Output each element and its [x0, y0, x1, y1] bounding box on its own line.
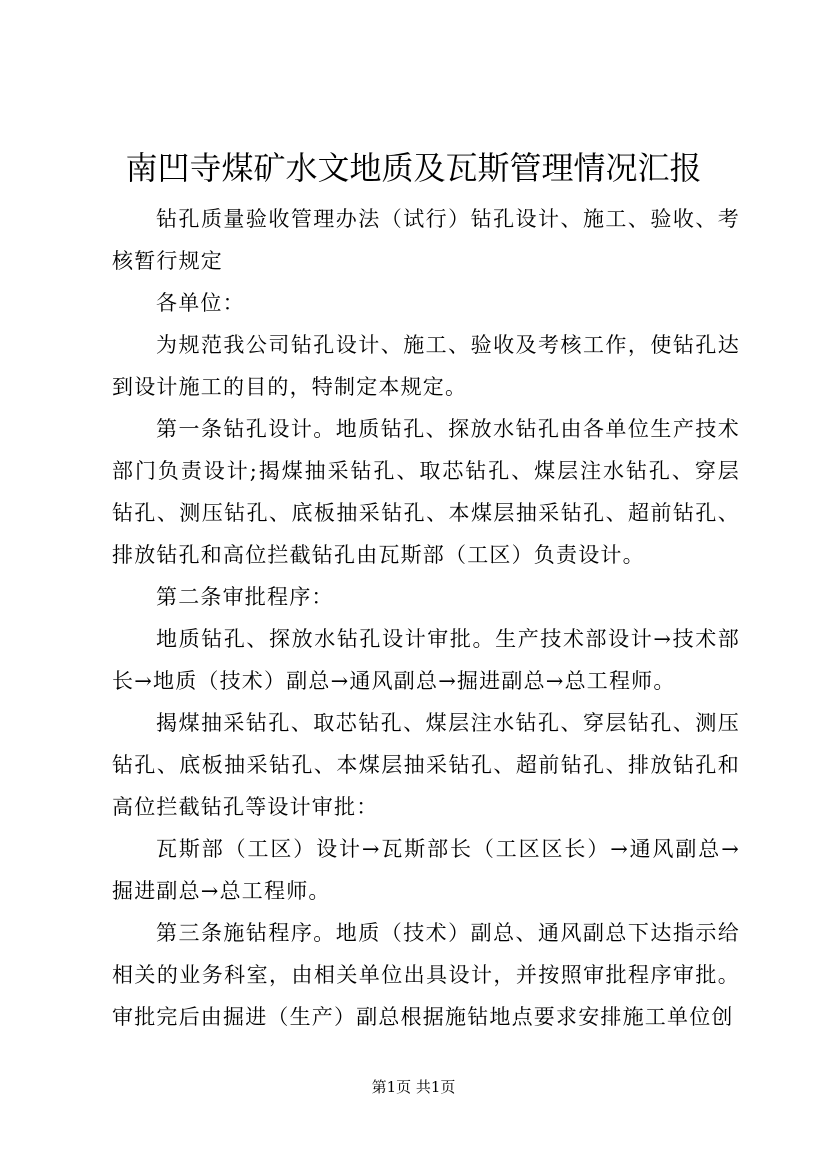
paragraph-9: 第三条施钻程序。地质（技术）副总、通风副总下达指示给相关的业务科室，由相关单位出具设计，并按照审批程序审批。审批完后由掘进（生产）副总根据施钻地点要求安排施工单位创	[112, 921, 740, 1029]
page-footer: 第1页 共1页	[371, 1078, 456, 1096]
paragraph-3: 为规范我公司钻孔设计、施工、验收及考核工作，使钻孔达到设计施工的目的，特制定本规定。	[112, 333, 740, 399]
paragraph-2: 各单位：	[156, 291, 245, 315]
document-body	[112, 198, 740, 1038]
document-title: 南凹寺煤矿水文地质及瓦斯管理情况汇报	[125, 149, 702, 187]
paragraph-5: 第二条审批程序：	[156, 585, 334, 609]
paragraph-1: 钻孔质量验收管理办法（试行）钻孔设计、施工、验收、考核暂行规定	[112, 207, 740, 273]
paragraph-6: 地质钻孔、探放水钻孔设计审批。生产技术部设计→技术部长→地质（技术）副总→通风副总→掘进副总→总工程师。	[112, 627, 740, 693]
paragraph-7: 揭煤抽采钻孔、取芯钻孔、煤层注水钻孔、穿层钻孔、测压钻孔、底板抽采钻孔、本煤层抽采钻孔、超前钻孔、排放钻孔和高位拦截钻孔等设计审批：	[112, 711, 740, 819]
paragraph-4: 第一条钻孔设计。地质钻孔、探放水钻孔由各单位生产技术部门负责设计;揭煤抽采钻孔、取芯钻孔、煤层注水钻孔、穿层钻孔、测压钻孔、底板抽采钻孔、本煤层抽采钻孔、超前钻孔、排放钻孔和高位拦截钻孔由瓦斯部（工区）负责设计。	[112, 417, 740, 567]
paragraph-8: 瓦斯部（工区）设计→瓦斯部长（工区区长）→通风副总→掘进副总→总工程师。	[112, 837, 740, 903]
